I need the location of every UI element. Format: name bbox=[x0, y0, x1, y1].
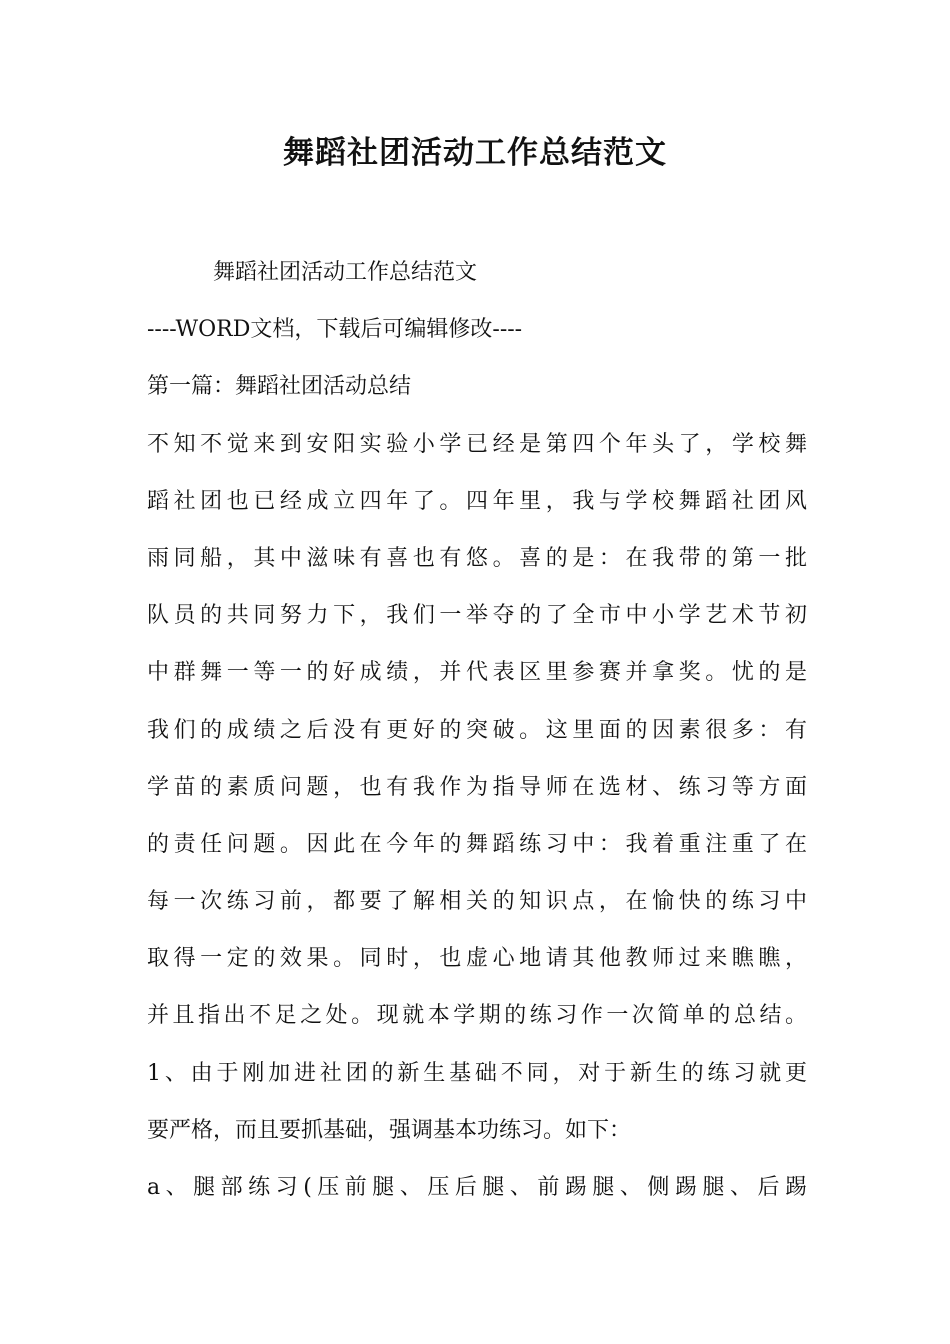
paragraph-line: 学苗的素质问题，也有我作为指导师在选材、练习等方面 bbox=[147, 774, 807, 800]
sub-item-line: a、腿部练习(压前腿、压后腿、前踢腿、侧踢腿、后踢 bbox=[147, 1175, 807, 1200]
paragraph-line: 队员的共同努力下，我们一举夺的了全市中小学艺术节初 bbox=[147, 603, 807, 629]
paragraph-line: 并且指出不足之处。现就本学期的练习作一次简单的总结。 bbox=[147, 1003, 807, 1029]
list-item-line: 1、由于刚加进社团的新生基础不同，对于新生的练习就更 bbox=[147, 1060, 807, 1086]
paragraph-line: 蹈社团也已经成立四年了。四年里，我与学校舞蹈社团风 bbox=[147, 488, 807, 514]
paragraph-line: 我们的成绩之后没有更好的突破。这里面的因素很多：有 bbox=[147, 717, 807, 743]
list-item-line: 要严格，而且要抓基础，强调基本功练习。如下： bbox=[147, 1117, 632, 1143]
document-body bbox=[147, 244, 807, 1216]
document-title: 舞蹈社团活动工作总结范文 bbox=[283, 135, 667, 171]
paragraph-line: 取得一定的效果。同时，也虚心地请其他教师过来瞧瞧， bbox=[147, 946, 807, 972]
editable-notice-line: ----WORD文档，下载后可编辑修改---- bbox=[147, 317, 523, 343]
subtitle-line: 舞蹈社团活动工作总结范文 bbox=[213, 260, 478, 285]
paragraph-line: 中群舞一等一的好成绩，并代表区里参赛并拿奖。忧的是 bbox=[147, 660, 807, 686]
paragraph-line: 每一次练习前，都要了解相关的知识点，在愉快的练习中 bbox=[147, 889, 807, 915]
paragraph-line: 雨同船，其中滋味有喜也有悠。喜的是：在我带的第一批 bbox=[147, 545, 807, 571]
section-heading: 第一篇：舞蹈社团活动总结 bbox=[147, 374, 412, 400]
paragraph-line: 不知不觉来到安阳实验小学已经是第四个年头了，学校舞 bbox=[147, 431, 807, 457]
paragraph-line: 的责任问题。因此在今年的舞蹈练习中：我着重注重了在 bbox=[147, 831, 807, 857]
